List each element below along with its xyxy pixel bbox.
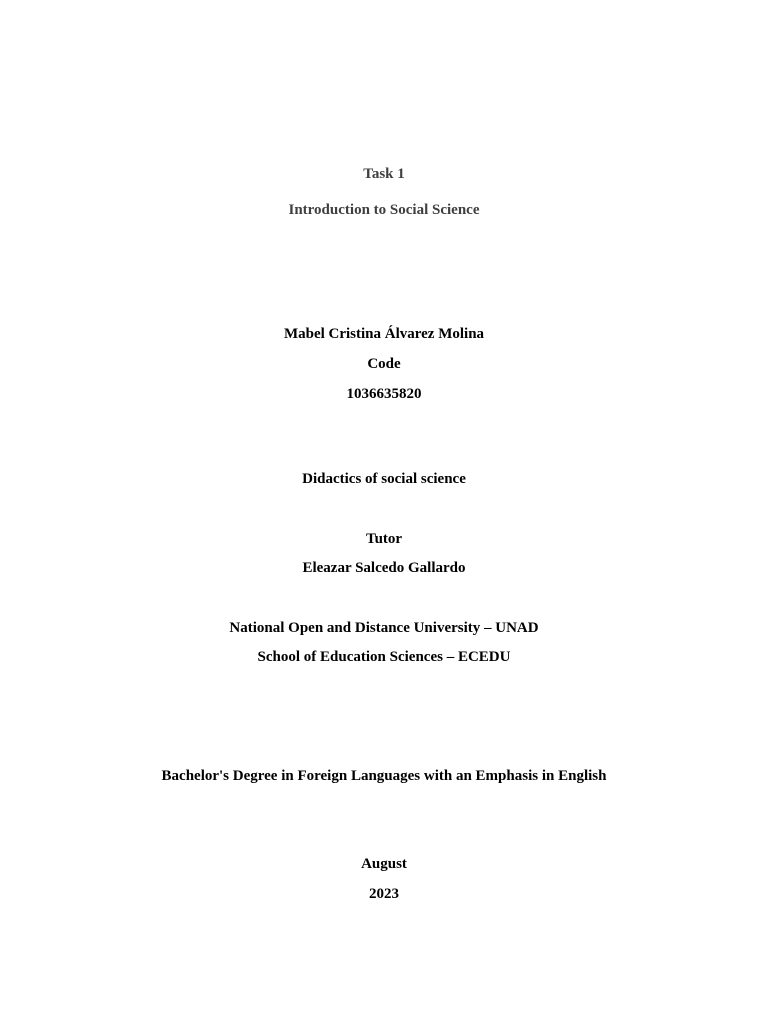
course-title: Introduction to Social Science xyxy=(288,202,480,218)
date-month: August xyxy=(361,856,407,872)
degree-name: Bachelor's Degree in Foreign Languages with an Emphasis in English xyxy=(161,768,607,784)
code-label: Code xyxy=(367,356,401,372)
course-name: Didactics of social science xyxy=(302,471,466,487)
student-name: Mabel Cristina Álvarez Molina xyxy=(283,326,485,342)
tutor-label: Tutor xyxy=(365,531,403,547)
tutor-name: Eleazar Salcedo Gallardo xyxy=(302,560,466,576)
university-name: National Open and Distance University – UNAD xyxy=(229,620,539,636)
date-year: 2023 xyxy=(369,886,399,902)
task-label: Task 1 xyxy=(363,166,405,182)
code-value: 1036635820 xyxy=(346,386,422,402)
school-name: School of Education Sciences – ECEDU xyxy=(257,649,511,665)
